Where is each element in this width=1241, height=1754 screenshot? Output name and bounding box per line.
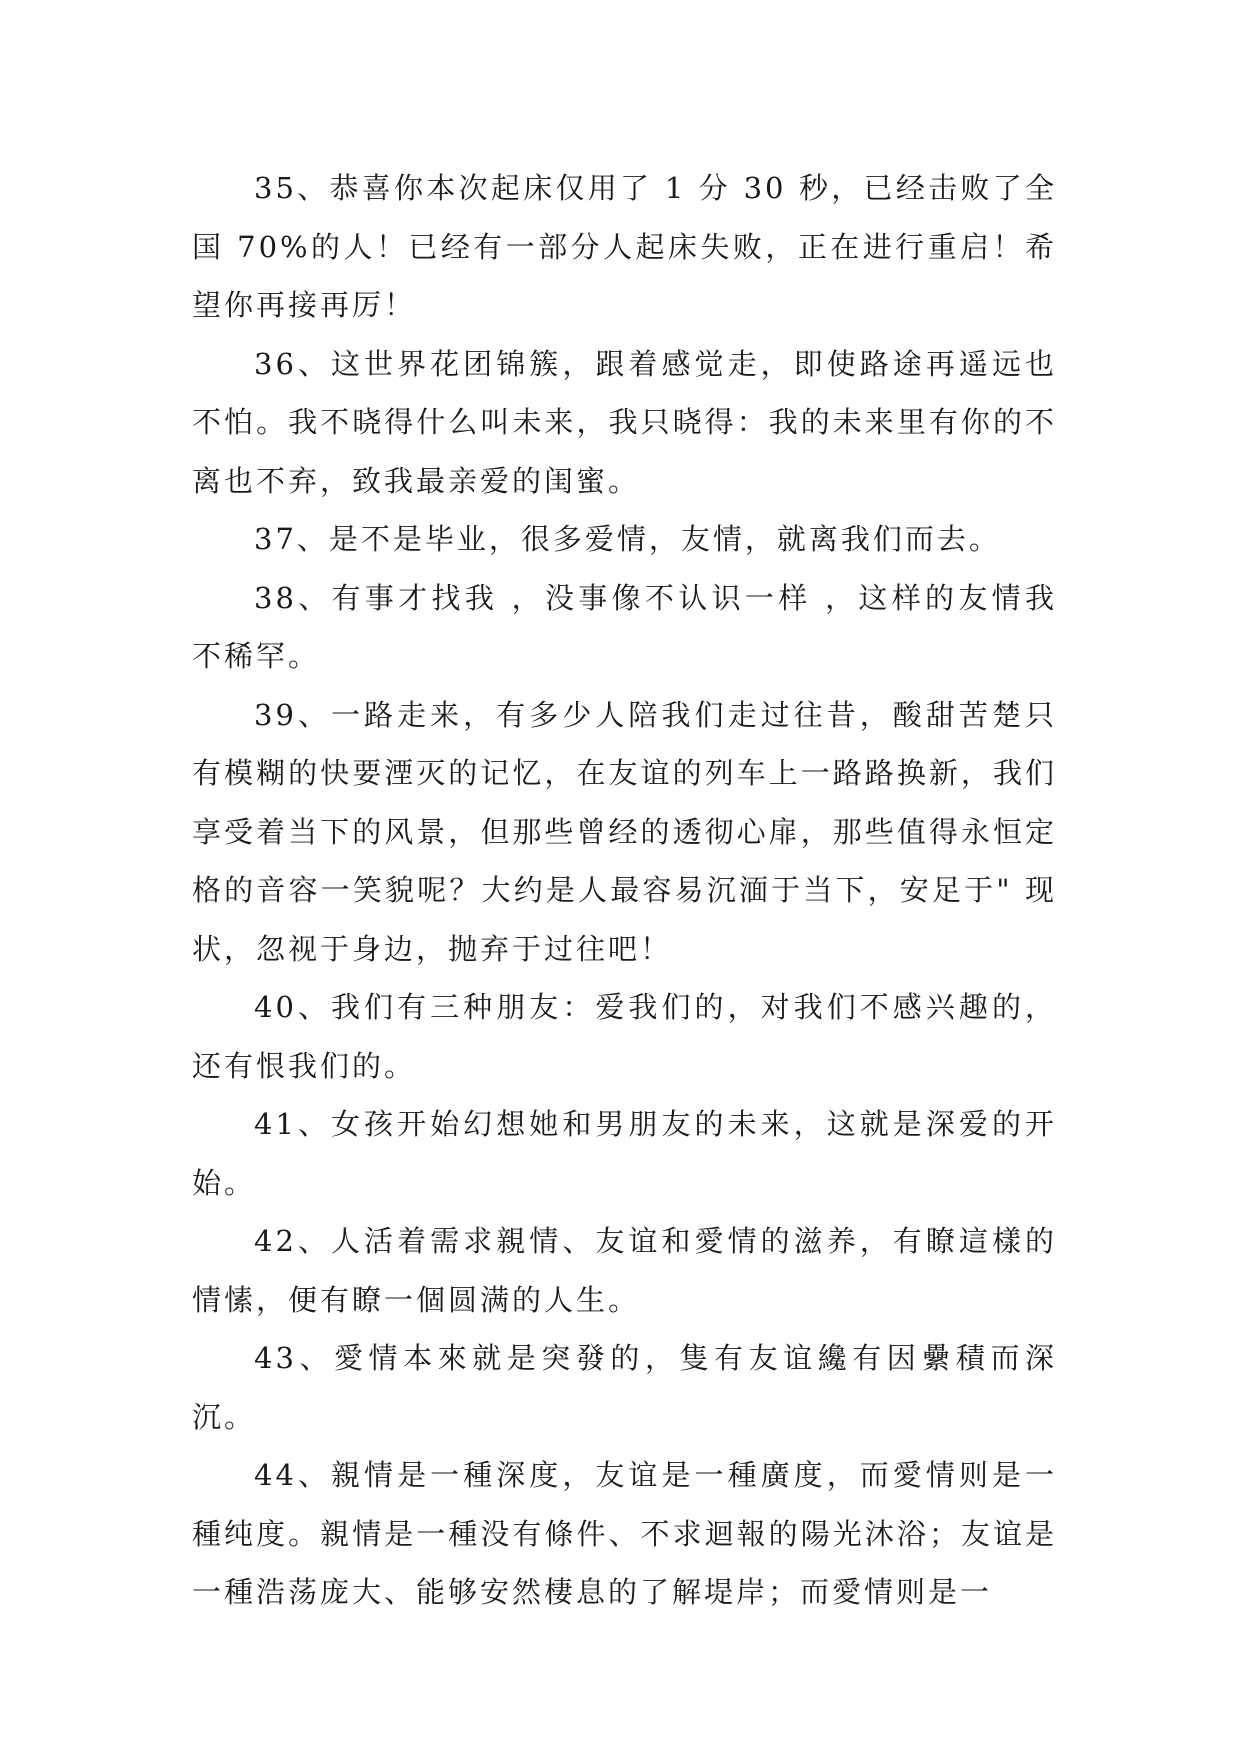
paragraph-39: 39、一路走来，有多少人陪我们走过往昔，酸甜苦楚只有模糊的快要湮灭的记忆，在友谊的列车上一路路换新，我们享受着当下的风景，但那些曾经的透彻心扉，那些值得永恒定格的音容一笑貌呢？大约是人最容易沉湎于当下，安足于" 现 状，忽视于身边，抛弃于过往吧！	[192, 697, 1057, 966]
paragraph-37: 37、是不是毕业，很多爱情，友情，就离我们而去。	[254, 522, 1001, 556]
paragraph-40: 40、我们有三种朋友：爱我们的，对我们不感兴趣的，还有恨我们的。	[192, 990, 1057, 1083]
paragraph-36: 36、这世界花团锦簇，跟着感觉走，即使路途再遥远也不怕。我不晓得什么叫未来，我只晓得：我的未来里有你的不离也不弃，致我最亲爱的闺蜜。	[192, 346, 1057, 498]
paragraph-42: 42、人活着需求親情、友谊和愛情的滋养，有瞭這樣的情愫，便有瞭一個圆满的人生。	[192, 1224, 1057, 1317]
paragraph-43: 43、愛情本來就是突發的，隻有友谊纔有因纍積而深沉。	[192, 1341, 1057, 1434]
document-body	[192, 159, 1057, 1622]
paragraph-38: 38、有事才找我 ，没事像不认识一样 ，这样的友情我不稀罕。	[192, 580, 1057, 673]
paragraph-41: 41、女孩开始幻想她和男朋友的未来，这就是深爱的开始。	[192, 1107, 1057, 1200]
paragraph-35: 35、恭喜你本次起床仅用了 1 分 30 秒，已经击败了全国 70%的人！已经有一部分人起床失败，正在进行重启！希望你再接再厉！	[192, 171, 1057, 322]
paragraph-44: 44、親情是一種深度，友谊是一種廣度，而愛情则是一種纯度。親情是一種没有條件、不求迴報的陽光沐浴；友谊是一種浩荡庞大、能够安然棲息的了解堤岸；而愛情则是一	[192, 1458, 1057, 1609]
